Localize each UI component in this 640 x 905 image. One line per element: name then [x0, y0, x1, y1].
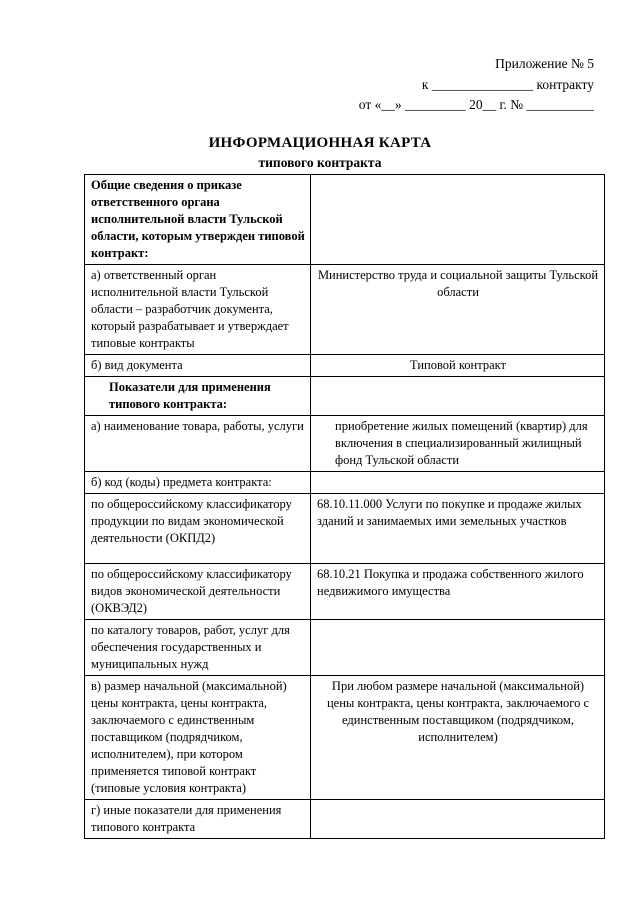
indicators-value	[311, 377, 605, 416]
table-row	[85, 377, 605, 416]
table-row	[85, 175, 605, 265]
indicators-heading: Показатели для применения типового контракта:	[85, 377, 311, 416]
table-row	[85, 472, 605, 494]
table-row	[85, 620, 605, 676]
okpd2-label: по общероссийскому классификатору продукции по видам экономической деятельности (ОКПД2)	[85, 494, 311, 564]
document-type-label: б) вид документа	[85, 355, 311, 377]
order-info-heading: Общие сведения о приказе ответственного органа исполнительной власти Тульской области, которым утвержден типовой контракт:	[85, 175, 311, 265]
table-row	[85, 265, 605, 355]
subject-codes-value	[311, 472, 605, 494]
info-card-table	[84, 174, 605, 839]
table-row	[85, 416, 605, 472]
order-info-value	[311, 175, 605, 265]
table-row	[85, 355, 605, 377]
other-indicators-value	[311, 800, 605, 839]
okpd2-value: 68.10.11.000 Услуги по покупке и продаже жилых зданий и занимаемых ими земельных участков	[311, 494, 605, 564]
responsible-body-label: а) ответственный орган исполнительной власти Тульской области – разработчик документа, который разрабатывает и утверждает типовые контракты	[85, 265, 311, 355]
document-title: ИНФОРМАЦИОННАЯ КАРТА	[208, 135, 432, 151]
document-type-value: Типовой контракт	[311, 355, 605, 377]
responsible-body-value: Министерство труда и социальной защиты Тульской области	[311, 265, 605, 355]
catalog-value	[311, 620, 605, 676]
date-and-number-line: от «__» _________ 20__ г. № __________	[358, 97, 594, 112]
document-subtitle: типового контракта	[258, 155, 382, 170]
table-row	[85, 564, 605, 620]
appendix-number: Приложение № 5	[495, 56, 594, 71]
price-size-value: При любом размере начальной (максимальной) цены контракта, цены контракта, заключаемого с единственным поставщиком (подрядчиком, исполнителем)	[311, 676, 605, 800]
price-size-label: в) размер начальной (максимальной) цены контракта, цены контракта, заключаемого с единственным поставщиком (подрядчиком, исполнителем), при котором применяется типовой контракт (типовые условия контракта)	[85, 676, 311, 800]
goods-name-label: а) наименование товара, работы, услуги	[85, 416, 311, 472]
table-row	[85, 676, 605, 800]
other-indicators-label: г) иные показатели для применения типового контракта	[85, 800, 311, 839]
catalog-label: по каталогу товаров, работ, услуг для обеспечения государственных и муниципальных нужд	[85, 620, 311, 676]
contract-reference: к _______________ контракту	[421, 77, 594, 92]
subject-codes-label: б) код (коды) предмета контракта:	[85, 472, 311, 494]
table-row	[85, 800, 605, 839]
okved2-value: 68.10.21 Покупка и продажа собственного жилого недвижимого имущества	[311, 564, 605, 620]
goods-name-value: приобретение жилых помещений (квартир) для включения в специализированный жилищный фонд Тульской области	[311, 416, 605, 472]
table-row	[85, 494, 605, 564]
okved2-label: по общероссийскому классификатору видов экономической деятельности (ОКВЭД2)	[85, 564, 311, 620]
